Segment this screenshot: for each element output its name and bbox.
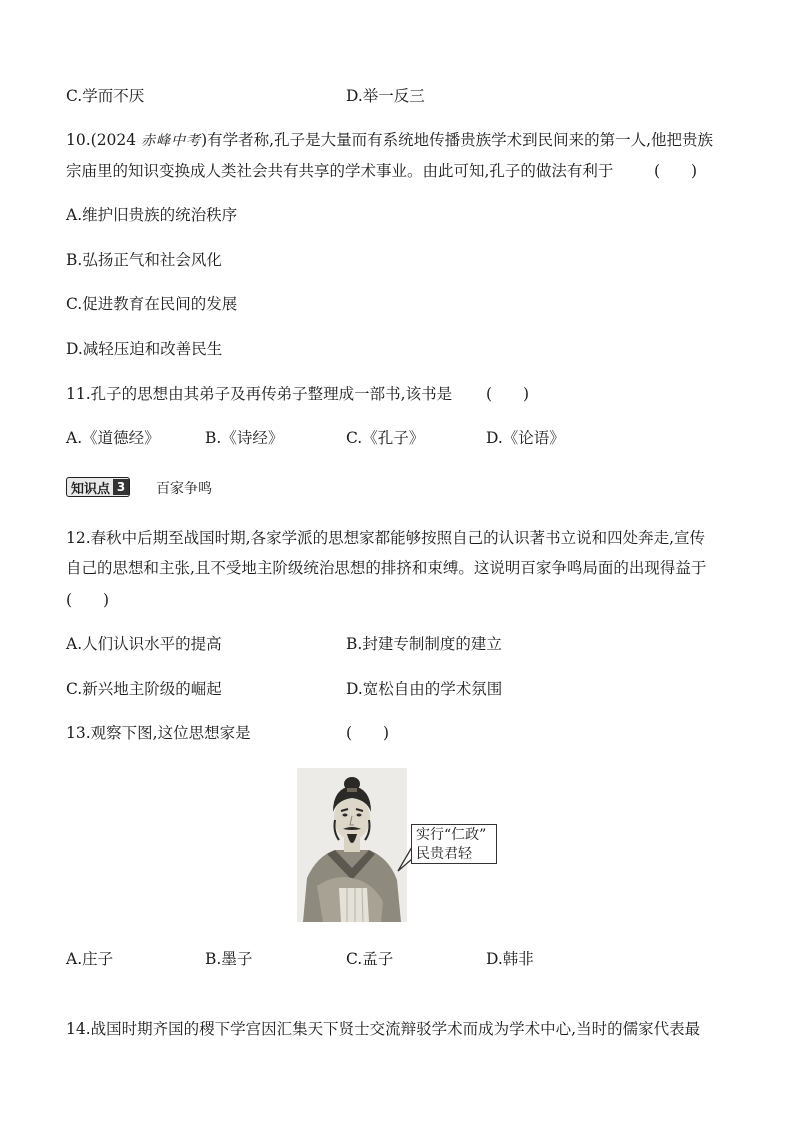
q10-option-c: C.促进教育在民间的发展 xyxy=(66,295,238,313)
knowledge-point-badge xyxy=(66,477,130,497)
thinker-portrait-image xyxy=(297,768,407,922)
q10-text1: )有学者称,孔子是大量而有系统地传播贵族学术到民间来的第一人,他把贵族 xyxy=(201,131,713,149)
q12-stem-line1: 12.春秋中后期至战国时期,各家学派的思想家都能够按照自己的认识著书立说和四处奔走,宣传 xyxy=(66,529,706,547)
q10-source: 赤峰中考 xyxy=(141,133,202,149)
q10-number: 10.(2024 xyxy=(66,131,137,149)
q10-option-b: B.弘扬正气和社会风化 xyxy=(66,251,222,269)
q11-option-c: C.《孔子》 xyxy=(346,429,425,447)
q12-option-c: C.新兴地主阶级的崛起 xyxy=(66,680,222,698)
bubble-line-2: 民贵君轻 xyxy=(416,846,472,862)
q10-option-a: A.维护旧贵族的统治秩序 xyxy=(66,206,238,224)
knowledge-point-number: 3 xyxy=(113,479,129,495)
knowledge-point-title: 百家争鸣 xyxy=(156,481,212,497)
q14-stem-line1: 14.战国时期齐国的稷下学宫因汇集天下贤士交流辩驳学术而成为学术中心,当时的儒家代表最 xyxy=(66,1020,701,1038)
q13-option-d: D.韩非 xyxy=(486,950,534,968)
q11-stem: 11.孔子的思想由其弟子及再传弟子整理成一部书,该书是 xyxy=(66,385,453,403)
portrait-illustration xyxy=(297,768,407,922)
q10-stem-line1 xyxy=(66,129,713,152)
q13-answer-paren: ( ) xyxy=(346,724,390,742)
q11-option-b: B.《诗经》 xyxy=(205,429,284,447)
q10-option-d: D.减轻压迫和改善民生 xyxy=(66,340,223,358)
q13-option-a: A.庄子 xyxy=(66,950,114,968)
q13-stem: 13.观察下图,这位思想家是 xyxy=(66,724,251,742)
q9-option-c: C.学而不厌 xyxy=(66,87,145,105)
q12-option-b: B.封建专制制度的建立 xyxy=(346,635,502,653)
q12-option-d: D.宽松自由的学术氛围 xyxy=(346,680,503,698)
q12-option-a: A.人们认识水平的提高 xyxy=(66,635,222,653)
q12-stem-line2: 自己的思想和主张,且不受地主阶级统治思想的排挤和束缚。这说明百家争鸣局面的出现得益于 xyxy=(66,559,707,577)
q10-stem-line2: 宗庙里的知识变换成人类社会共有共享的学术事业。由此可知,孔子的做法有利于 xyxy=(66,162,614,180)
bubble-line-1: 实行“仁政” xyxy=(416,827,487,843)
q11-option-d: D.《论语》 xyxy=(486,429,565,447)
q11-answer-paren: ( ) xyxy=(486,385,530,403)
knowledge-point-label: 知识点 xyxy=(71,481,111,497)
speech-bubble xyxy=(411,824,497,864)
q11-option-a: A.《道德经》 xyxy=(66,429,160,447)
q10-answer-paren: ( ) xyxy=(654,162,698,180)
q13-option-c: C.孟子 xyxy=(346,950,394,968)
q13-option-b: B.墨子 xyxy=(205,950,253,968)
q9-option-d: D.举一反三 xyxy=(346,87,425,105)
q12-answer-paren: ( ) xyxy=(66,591,110,609)
